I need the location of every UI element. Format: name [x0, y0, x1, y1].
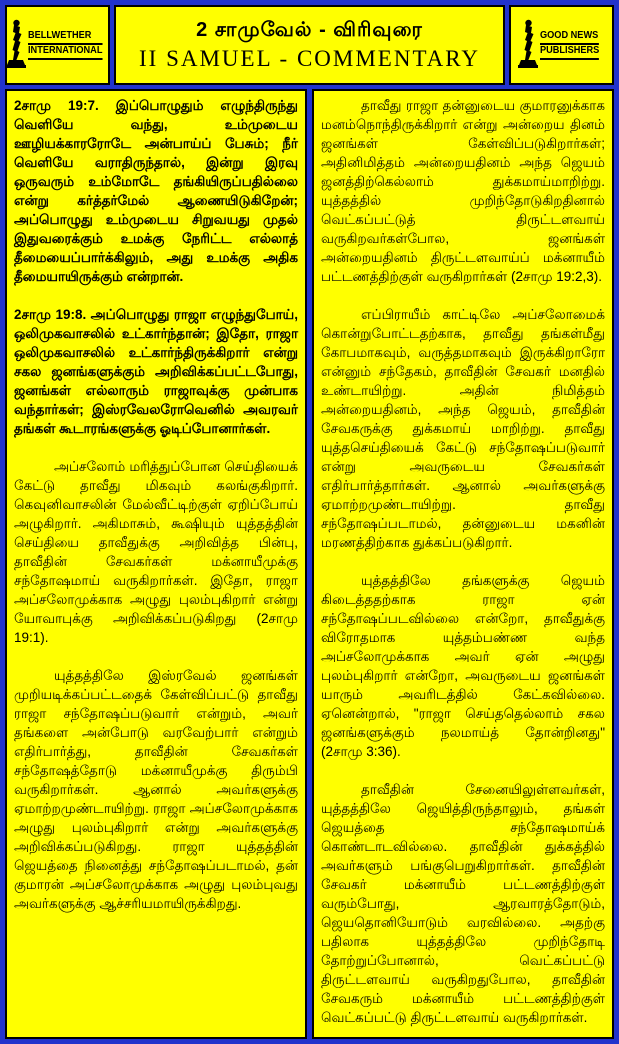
page-header [5, 5, 614, 85]
title-box [114, 5, 505, 85]
good-news-logo-line1: GOOD NEWS [540, 30, 599, 45]
good-news-publishers-logo [509, 5, 614, 85]
verse-paragraph: 2சாமு 19:8. அப்பொழுது ராஜா எழுந்துபோய், ஒலிமுகவாசலில் உட்கார்ந்தான்; இதோ, ராஜா ஒலிமுகவாசலில் உட்கார்ந்திருக்கிறார் என்று சகல ஜனங்களுக்கும் அறிவிக்கப்பட்டபோது, ஜனங்கள் எல்லாரும் ராஜாவுக்கு முன்பாக வந்தார்கள்; இஸ்ரவேலரோவெனில் அவரவர் தங்கள் கூடாரங்களுக்கு ஓடிப்போனார்கள். [14, 307, 298, 436]
commentary-paragraph: தாவீதின் சேனையிலுள்ளவர்கள், யுத்தத்திலே ஜெயித்திருந்தாலும், தங்கள் ஜெயத்தை சந்தோஷமாய்க் கொண்டாடவில்லை. தாவீதின் துக்கத்தில் அவர்களும் பங்குபெறுகிறார்கள். தாவீதின் சேவகர் மக்னாயீம் பட்டணத்திற்குள் வரும்போது, ஆரவாரத்தோடும், ஜெயதொனியோடும் வரவில்லை. அதற்கு பதிலாக யுத்தத்திலே முறிந்தோடி தோற்றுப்போனால், வெட்கப்பட்டு திருட்டளவாய் வருகிறதுபோல, தாவீதின் சேவகரும் மக்னாயீம் பட்டணத்திற்குள் வெட்கப்பட்டு திருட்டளவாய் வருகிறார்கள். [321, 782, 605, 1025]
right-text-column [312, 89, 614, 1039]
bellwether-logo-line2: INTERNATIONAL [28, 45, 102, 60]
good-news-logo-line2: PUBLISHERS [540, 45, 599, 60]
good-news-logo-text [540, 30, 604, 60]
left-text-column [5, 89, 307, 1039]
bellwether-logo-text [28, 30, 109, 60]
page-title-english: II SAMUEL - COMMENTARY [139, 46, 480, 71]
statue-figure-icon [6, 19, 26, 71]
statue-figure-icon [518, 19, 538, 71]
bellwether-logo-line1: BELLWETHER [28, 30, 102, 45]
commentary-paragraph: அப்சலோம் மரித்துப்போன செய்தியைக் கேட்டு தாவீது மிகவும் கலங்குகிறார். கெவுனிவாசலின் மேல்வீட்டிற்குள் ஏறிப்போய் அழுகிறார். அகிமாசும், கூஷியும் யுத்தத்தின் செய்தியை தாவீதுக்கு அறிவித்த பின்பு, தாவீதின் சேவகர்கள் மக்னாயீமுக்கு சந்தோஷமாய் வருகிறார்கள். இதோ, ராஜா அப்சலோமுக்காக அழுது புலம்புகிறார் என்று யோவாபுக்கு அறிவிக்கப்படுகிறது (2சாமு 19:1). [14, 459, 298, 645]
verse-paragraph: 2சாமு 19:7. இப்பொழுதும் எழுந்திருந்து வெளியே வந்து, உம்முடைய ஊழியக்காரரோடே அன்பாய்ப் பேசும்; நீர் வெளியே வராதிருந்தால், இன்று இரவு ஒருவரும் உம்மோடே தங்கியிருப்பதில்லை என்று கர்த்தர்மேல் ஆணையிடுகிறேன்; அப்பொழுது உம்முடைய சிறுவயது முதல் இதுவரைக்கும் உமக்கு நேரிட்ட எல்லாத் தீமையைப்பார்க்கிலும், அது உமக்கு அதிக தீமையாயிருக்கும் என்றான். [14, 98, 298, 284]
commentary-paragraph: எப்பிராயீம் காட்டிலே அப்சலோமைக் கொன்றுபோட்டதற்காக, தாவீது தங்கள்மீது கோபமாகவும், வருத்தமாகவும் இருக்கிறாரோ என்னும் சந்தேகம், தாவீதின் சேவகர் மனதில் உண்டாயிற்று. அதின் நிமித்தம் அன்றையதினம், அந்த ஜெயம், தாவீதின் சேவகருக்கு துக்கமாய் மாறிற்று. தாவீது யுத்தசெய்தியைக் கேட்டு சந்தோஷப்படுவார் என்று அவருடைய சேவகர்கள் எதிர்பார்த்தார்கள். ஆனால் அவர்களுக்கு ஏமாற்றமுண்டாயிற்று. தாவீது சந்தோஷப்படாமல், தன்னுடைய மகனின் மரணத்திற்காக துக்கப்படுகிறார். [321, 307, 605, 550]
commentary-paragraph: யுத்தத்திலே இஸ்ரவேல் ஜனங்கள் முறியடிக்கப்பட்டதைக் கேள்விப்பட்டு தாவீது ராஜா சந்தோஷப்படுவார் என்றும், அவர் தங்களை அன்போடு வரவேற்பார் என்றும் எதிர்பார்த்து, தாவீதின் சேவகர்கள் சந்தோஷத்தோடு மக்னாயீமுக்கு திரும்பி வருகிறார்கள். ஆனால் அவர்களுக்கு ஏமாற்றமுண்டாயிற்று. ராஜா அப்சலோமுக்காக அழுது புலம்புகிறார் என்று அவர்களுக்கு அறிவிக்கப்படுகிறது. ராஜா யுத்தத்தின் ஜெயத்தை நினைத்து சந்தோஷப்படாமல், தன் குமாரன் அப்சலோமுக்காக அழுது புலம்புவது அவர்களுக்கு ஆச்சரியமாயிருக்கிறது. [14, 668, 298, 911]
bellwether-logo [5, 5, 110, 85]
commentary-paragraph: யுத்தத்திலே தங்களுக்கு ஜெயம் கிடைத்ததற்காக ராஜா ஏன் சந்தோஷப்படவில்லை என்றோ, தாவீதுக்கு விரோதமாக யுத்தம்பண்ண வந்த அப்சலோமுக்காக அவர் ஏன் அழுது புலம்புகிறார் என்றோ, அவருடைய ஜனங்கள் யாரும் அவரிடத்தில் கேட்கவில்லை. ஏனென்றால், "ராஜா செய்ததெல்லாம் சகல ஜனங்களுக்கும் நலமாய்த் தோன்றினது" (2சாமு 3:36). [321, 573, 605, 759]
page-title-tamil: 2 சாமுவேல் - விரிவுரை [196, 19, 423, 41]
commentary-paragraph: தாவீது ராஜா தன்னுடைய குமாரனுக்காக மனம்நொந்திருக்கிறார் என்று அன்றைய தினம் ஜனங்கள் கேள்விப்படுகிறார்கள்; அதினிமித்தம் அன்றையதினம் அந்த ஜெயம் ஜனத்திற்கெல்லாம் துக்கமாய்மாறிற்று. யுத்தத்தில் முறிந்தோடுகிறதினால் வெட்கப்பட்டுத் திருட்டளவாய் வருகிறவர்கள்போல, ஜனங்கள் அன்றையதினம் திருட்டளவாய்ப் மக்னாயீம் பட்டணத்திற்குள் வருகிறார்கள் (2சாமு 19:2,3). [321, 98, 605, 284]
page-body [5, 89, 614, 1039]
